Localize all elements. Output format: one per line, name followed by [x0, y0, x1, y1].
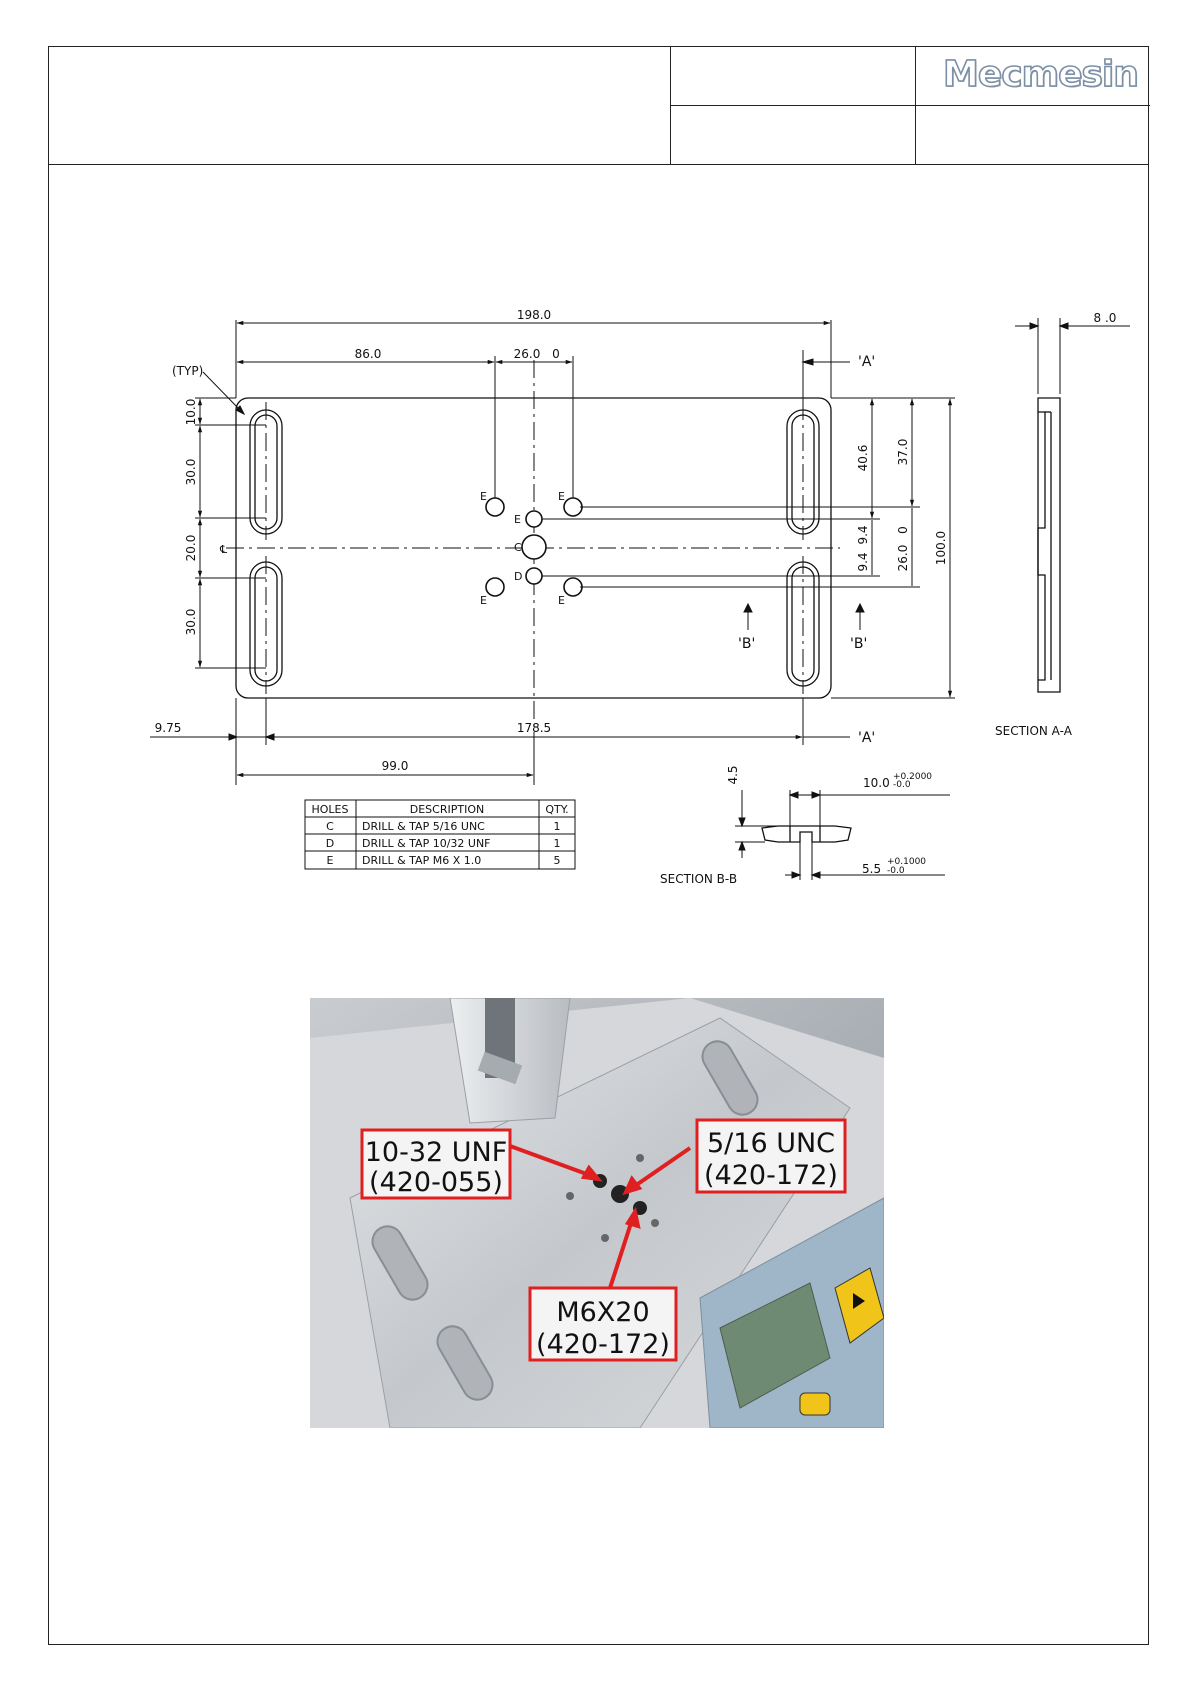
dim-37-label: 37.0 [896, 438, 910, 466]
mecmesin-logo: Mecmesin [943, 54, 1138, 95]
dim-9-4b-label: 9.4 [856, 552, 870, 572]
callout-unf-line1: 10-32 UNF [364, 1137, 508, 1168]
table-header-holes: HOLES [311, 803, 349, 816]
dim-9-75-label: 9.75 [154, 721, 182, 735]
section-bb-title: SECTION B-B [660, 872, 738, 886]
table-cell: 5 [553, 854, 561, 867]
dim-26-label: 26.0 [513, 347, 541, 361]
hole-e [486, 578, 504, 596]
hole-e [564, 578, 582, 596]
hole-c [522, 535, 546, 559]
bb-height-label: 4.5 [726, 765, 740, 785]
section-aa-title: SECTION A-A [995, 724, 1072, 738]
dim-20-label: 20.0 [184, 534, 198, 562]
dim-zero-label: 0 [552, 347, 560, 361]
table-cell: 1 [553, 820, 561, 833]
section-bb-view [762, 826, 851, 842]
hole-e [526, 511, 542, 527]
typ-label: (TYP) [172, 364, 204, 378]
table-cell: DRILL & TAP 10/32 UNF [362, 837, 491, 850]
callout-m6x20 [530, 1288, 676, 1360]
table-cell: DRILL & TAP 5/16 UNC [362, 820, 485, 833]
dim-100-label: 100.0 [934, 530, 948, 566]
hole-label-e: E [514, 513, 521, 526]
callout-10-32-unf [362, 1130, 510, 1198]
callout-5-16-unc [697, 1120, 845, 1192]
bb-width2-tol-minus: -0.0 [887, 866, 905, 876]
centerline-symbol: ℄ [220, 543, 228, 556]
dim-30b-label: 30.0 [184, 608, 198, 636]
table-cell: 1 [553, 837, 561, 850]
table-header-qty: QTY. [545, 803, 569, 816]
callout-m6-line1: M6X20 [556, 1297, 650, 1328]
hole-label-e: E [480, 594, 487, 607]
dim-9-4a-label: 9.4 [856, 525, 870, 545]
dim-99-label: 99.0 [381, 759, 409, 773]
dim-30-label: 30.0 [184, 458, 198, 486]
hole-label-e: E [480, 490, 487, 503]
table-cell: C [326, 820, 334, 833]
hole-e [486, 498, 504, 516]
dim-86-label: 86.0 [354, 347, 382, 361]
bb-width1-tol-plus: +0.2000 [893, 772, 933, 782]
section-b-left: 'B' [738, 636, 756, 652]
section-aa-view [1038, 398, 1060, 692]
table-cell: DRILL & TAP M6 X 1.0 [362, 854, 482, 867]
thickness-label: 8 .0 [1093, 311, 1117, 325]
machine-photo [310, 998, 884, 1428]
callout-m6-line2: (420-172) [536, 1329, 670, 1360]
table-header-description: DESCRIPTION [409, 803, 485, 816]
hole-d [526, 568, 542, 584]
hole-e [564, 498, 582, 516]
callout-unf-line2: (420-055) [369, 1167, 503, 1198]
bb-width1-label: 10.0 [863, 776, 890, 790]
dim-26-right-label: 26.0 [896, 544, 910, 572]
section-a-top: 'A' [858, 354, 876, 370]
table-cell: E [326, 854, 334, 867]
dim-10-label: 10.0 [184, 398, 198, 426]
dim-178-5-label: 178.5 [516, 721, 552, 735]
dim-40-6-label: 40.6 [856, 444, 870, 472]
bb-width2-label: 5.5 [862, 862, 882, 876]
dim-198-label: 198.0 [516, 308, 552, 322]
panel-button [800, 1393, 830, 1415]
bb-width2-tol-plus: +0.1000 [887, 857, 927, 867]
hole-label-c: C [514, 541, 522, 554]
callout-unc-line2: (420-172) [704, 1160, 838, 1191]
section-b-right: 'B' [850, 636, 868, 652]
hole-label-e: E [558, 594, 565, 607]
bb-width1-tol-minus: -0.0 [893, 780, 911, 790]
callout-unc-line1: 5/16 UNC [706, 1128, 836, 1159]
dim-zero-right-label: 0 [896, 526, 910, 534]
table-cell: D [325, 837, 335, 850]
hole-label-e: E [558, 490, 565, 503]
hole-label-d: D [514, 570, 523, 583]
section-a-bottom: 'A' [858, 730, 876, 746]
